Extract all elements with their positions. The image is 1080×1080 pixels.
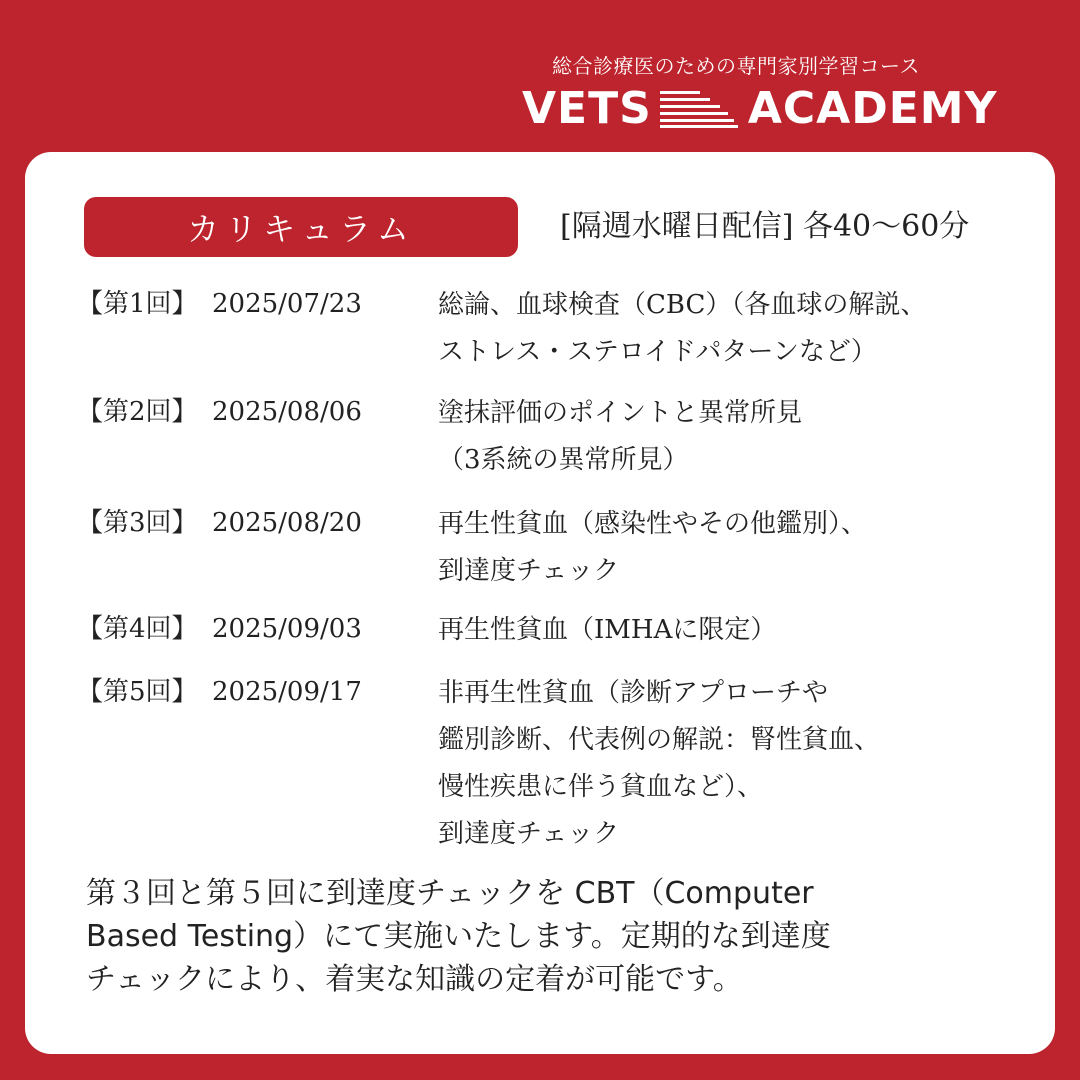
vets-academy-logo	[522, 84, 997, 134]
session-description-line: 塗抹評価のポイントと異常所見	[438, 398, 803, 428]
session-date: 2025/08/20	[212, 508, 362, 538]
note-line: Based Testing）にて実施いたします。定期的な到達度	[86, 919, 831, 954]
session-number: 【第2回】	[77, 397, 198, 427]
session-date: 2025/09/03	[212, 614, 362, 644]
session-description-line: 到達度チェック	[438, 556, 620, 586]
note-line: 第３回と第５回に到達度チェックを CBT（Computer	[86, 876, 814, 911]
brand-header	[510, 44, 1030, 144]
curriculum-card	[25, 152, 1055, 1054]
session-number: 【第3回】	[77, 508, 198, 538]
session-description-line: 非再生性貧血（診断アプローチや	[438, 678, 829, 708]
session-description	[438, 390, 1018, 484]
session-number: 【第5回】	[77, 677, 198, 707]
session-description-line: 慢性疾患に伴う貧血など）、	[438, 772, 764, 802]
session-description-line: 鑑別診断、代表例の解説：腎性貧血、	[438, 725, 881, 755]
session-description	[438, 607, 1018, 654]
logo-word-vets: VETS	[522, 83, 652, 134]
session-date: 2025/08/06	[212, 397, 362, 427]
session-description-line: 総論、血球検査（CBC）（各血球の解説、	[438, 290, 927, 320]
session-date: 2025/09/17	[212, 677, 362, 707]
session-date: 2025/07/23	[212, 289, 362, 319]
session-description-line: ストレス・ステロイドパターンなど）	[438, 337, 877, 367]
note-line: チェックにより、着実な知識の定着が可能です。	[86, 962, 743, 997]
session-number: 【第1回】	[77, 289, 198, 319]
session-description	[438, 670, 1018, 858]
session-description-line: 再生性貧血（感染性やその他鑑別）、	[438, 509, 868, 539]
cbt-note	[86, 872, 1006, 1001]
schedule-info: [隔週水曜日配信] 各40～60分	[560, 209, 970, 244]
brand-tagline: 総合診療医のための専門家別学習コース	[552, 54, 920, 78]
logo-lines-icon	[660, 89, 738, 129]
session-description-line: （3系統の異常所見）	[438, 445, 689, 475]
session-description	[438, 282, 1018, 376]
session-number: 【第4回】	[77, 614, 198, 644]
curriculum-heading: カリキュラム	[84, 197, 518, 257]
session-description-line: 到達度チェック	[438, 819, 620, 849]
session-description	[438, 501, 1018, 595]
logo-word-academy: ACADEMY	[747, 83, 998, 134]
session-description-line: 再生性貧血（IMHAに限定）	[438, 615, 777, 645]
